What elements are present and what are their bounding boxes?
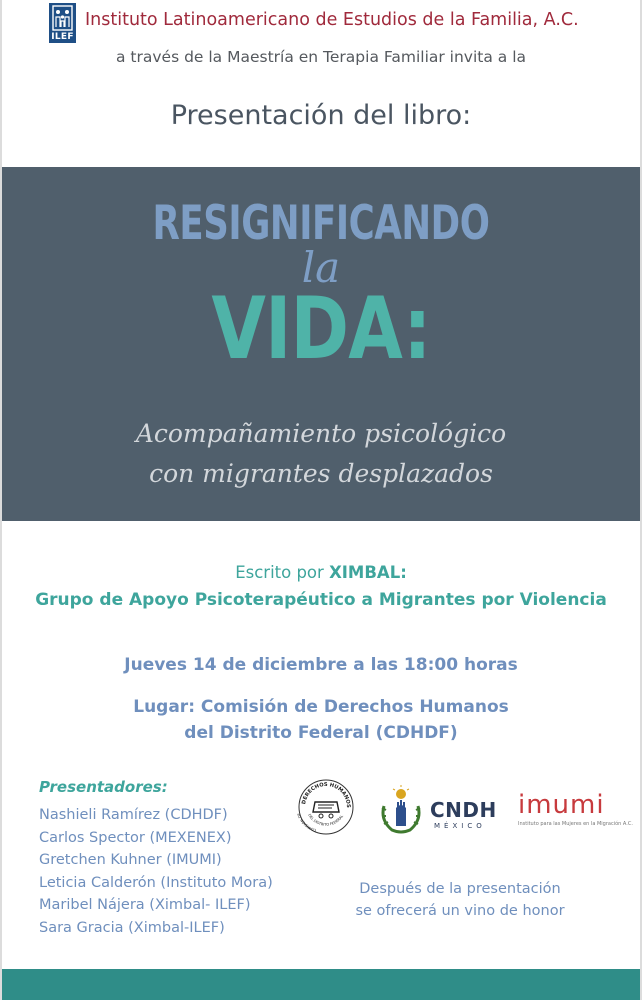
book-title-line3: VIDA: xyxy=(211,279,431,379)
imumi-sub-label: Instituto para las Mujeres en la Migración A.C. xyxy=(518,821,633,827)
ilef-logo-label: ILEF xyxy=(51,32,74,42)
book-subtitle-line2: con migrantes desplazados xyxy=(149,459,493,488)
institute-name: Instituto Latinoamericano de Estudios de la Familia, A.C. xyxy=(85,10,579,30)
book-subtitle-line1: Acompañamiento psicológico xyxy=(135,419,507,448)
footer-bar xyxy=(2,969,640,1000)
author-group: Grupo de Apoyo Psicoterapéutico a Migrantes por Violencia xyxy=(35,590,607,610)
presenter-item: Carlos Spector (MEXENEX) xyxy=(39,829,232,846)
presenter-item: Maribel Nájera (Ximbal- ILEF) xyxy=(39,897,251,913)
cdhdf-figure-icon xyxy=(313,802,339,818)
presenter-item: Gretchen Kuhner (IMUMI) xyxy=(39,852,222,868)
written-by xyxy=(0,563,642,582)
invitation-line: a través de la Maestría en Terapia Familiar invita a la xyxy=(115,48,527,66)
ilef-emblem-icon xyxy=(52,5,73,31)
cndh-wreath-icon xyxy=(374,784,428,838)
author-name: XIMBAL: xyxy=(329,563,407,582)
event-place-line1: Lugar: Comisión de Derechos Humanos xyxy=(133,697,509,717)
ilef-logo xyxy=(49,3,76,43)
presenters-heading: Presentadores: xyxy=(39,778,168,796)
cdhdf-top-text: DERECHOS HUMANOS xyxy=(301,781,352,809)
book-title-line2: la xyxy=(301,243,341,292)
cndh-logo xyxy=(374,784,500,838)
after-note-line1: Después de la presentación xyxy=(359,881,561,897)
cndh-sub-label: MÉXICO xyxy=(434,822,486,830)
imumi-logo xyxy=(516,790,633,830)
book-title-line1: RESIGNIFICANDO xyxy=(152,196,490,251)
cdhdf-left-text: COMISIÓN DE xyxy=(297,812,317,833)
presenter-item: Leticia Calderón (Instituto Mora) xyxy=(39,874,273,891)
cndh-label: CNDH xyxy=(430,798,497,822)
svg-text:DEL DISTRITO FEDERAL xyxy=(307,813,344,827)
event-date: Jueves 14 de diciembre a las 18:00 horas xyxy=(124,655,518,675)
cdhdf-logo xyxy=(297,778,355,836)
presentation-heading: Presentación del libro: xyxy=(170,100,472,131)
written-by-prefix: Escrito por xyxy=(235,563,330,582)
event-place-line2: del Distrito Federal (CDHDF) xyxy=(184,723,458,743)
presenters-list xyxy=(39,804,273,939)
book-title-banner xyxy=(2,167,640,521)
presenter-item: Sara Gracia (Ximbal-ILEF) xyxy=(39,919,225,936)
imumi-label: imumi xyxy=(518,790,605,820)
after-note-line2: se ofrecerá un vino de honor xyxy=(355,903,565,919)
cdhdf-bottom-text: DEL DISTRITO FEDERAL xyxy=(307,813,345,827)
presenter-item: Nashieli Ramírez (CDHDF) xyxy=(39,807,228,823)
